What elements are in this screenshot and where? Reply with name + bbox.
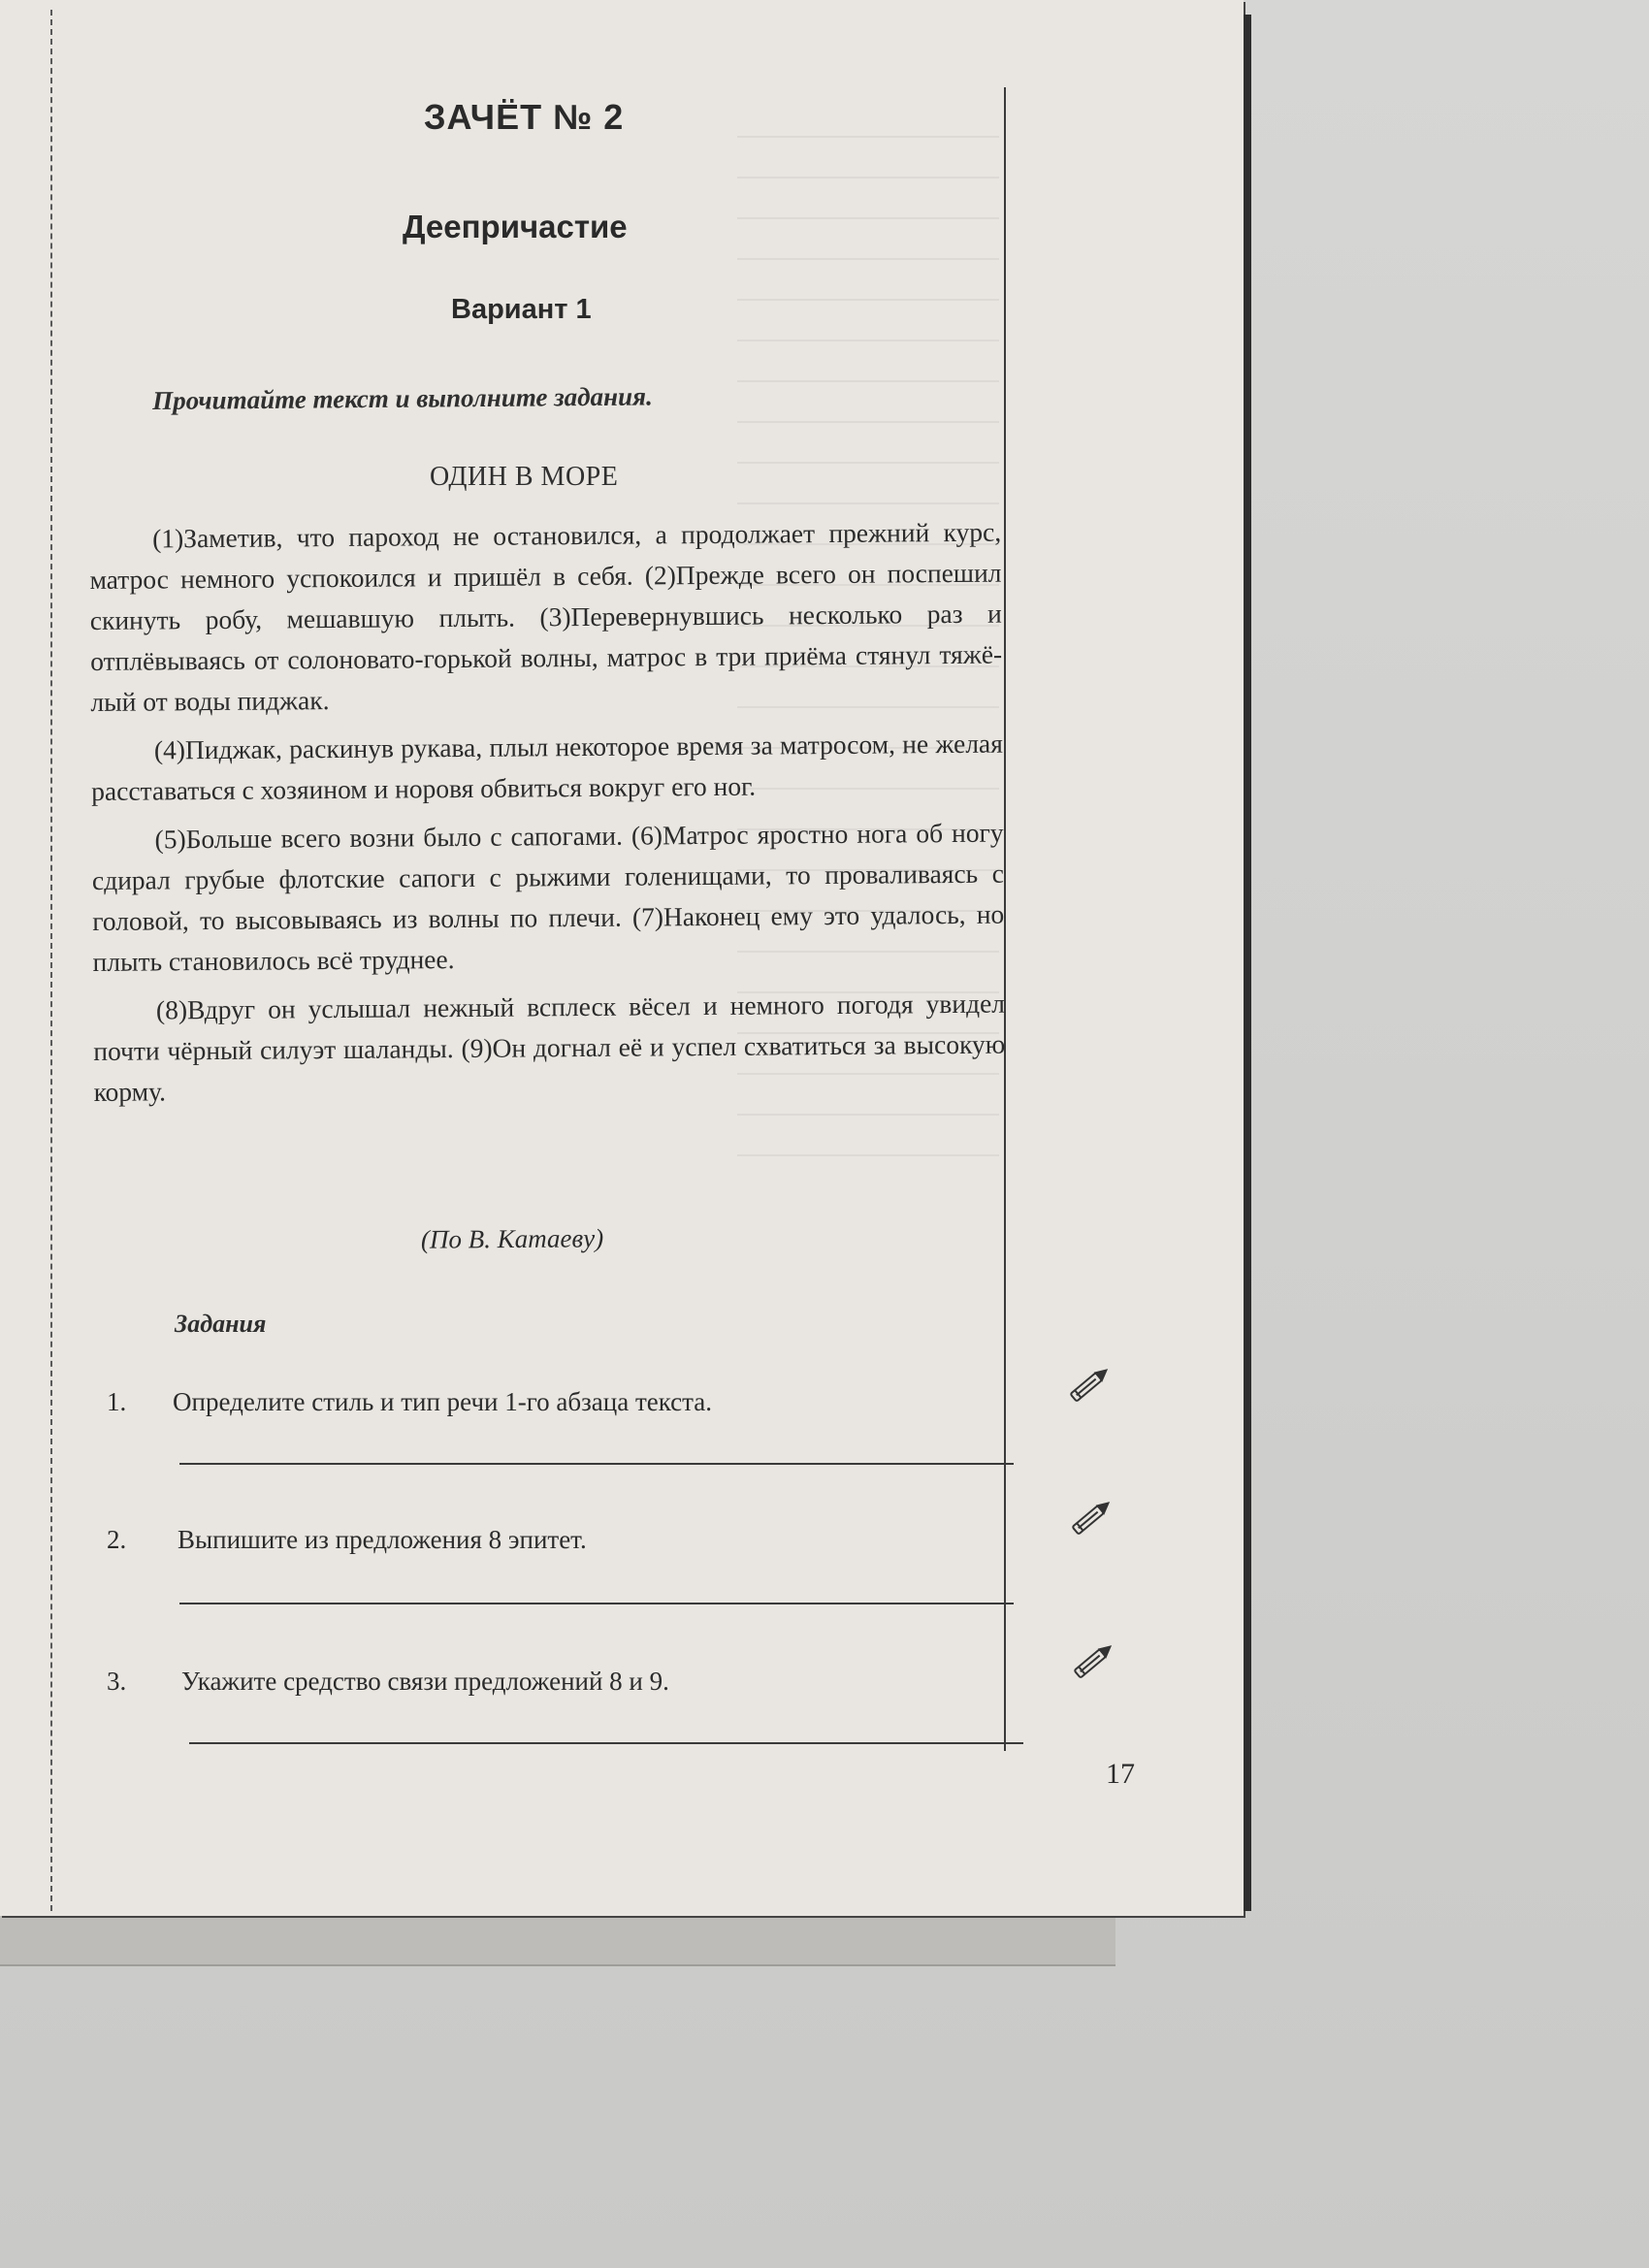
- pen-icon: [1059, 1356, 1117, 1414]
- task-number: 2.: [107, 1525, 127, 1554]
- task-item: [107, 1525, 1018, 1641]
- task-item: [107, 1387, 1018, 1504]
- answer-field[interactable]: [179, 1463, 1014, 1465]
- answer-field[interactable]: [179, 1603, 1014, 1604]
- paragraph: (1)Заметив, что пароход не остановился, а продолжает прежний курс, матрос немного успокоился и пришёл в себя. (2)Прежде всего он поспешил скинуть робу, мешавшую плыть. (3)Перевернувшись несколько раз и отплёвываясь от солоновато-горькой волны, матрос в три приёма стянул тяжёлый от воды пиджак.: [89, 516, 1003, 717]
- page-number: 17: [1106, 1758, 1135, 1790]
- instruction: Прочитайте текст и выполните задания.: [152, 381, 653, 415]
- task-item: [107, 1667, 1018, 1783]
- variant-title: Вариант 1: [451, 294, 592, 325]
- task-question: Выпишите из предложения 8 эпитет.: [178, 1525, 587, 1554]
- answer-field[interactable]: [189, 1742, 1023, 1744]
- task-question: Определите стиль и тип речи 1-го абзаца текста.: [173, 1387, 713, 1416]
- pen-icon: [1061, 1489, 1119, 1547]
- text-title: ОДИН В МОРЕ: [430, 462, 619, 492]
- task-question: Укажите средство связи предложений 8 и 9.: [181, 1667, 669, 1696]
- paragraph: (4)Пиджак, раскинув рукава, плыл некоторое время за матросом, не желая расставаться с хозяином и норовя обвиться вокруг его ног.: [91, 728, 1003, 806]
- paragraph: (5)Больше всего возни было с сапогами. (6)Матрос яростно нога об ногу сдирал грубые флотские сапоги с рыжими голенищами, то проваливаясь с головой, то высовываясь из волны по плечи. (7)Наконец ему это удалось, но плыть становилось всё труднее.: [91, 817, 1005, 977]
- paragraph: (8)Вдруг он услышал нежный всплеск вёсел и немного погодя увидел почти чёрный силуэт шаланды. (9)Он догнал её и успел схватиться за высокую корму.: [93, 988, 1006, 1107]
- test-title: ЗАЧЁТ № 2: [424, 97, 625, 137]
- task-number: 1.: [107, 1387, 127, 1416]
- cut-line: [50, 10, 52, 1911]
- author-attribution: (По В. Катаеву): [420, 1223, 604, 1254]
- tasks-heading: Задания: [175, 1310, 267, 1338]
- story-text: [89, 512, 1006, 1120]
- task-number: 3.: [107, 1667, 127, 1696]
- topic-title: Деепричастие: [403, 209, 628, 244]
- pen-icon: [1063, 1633, 1121, 1691]
